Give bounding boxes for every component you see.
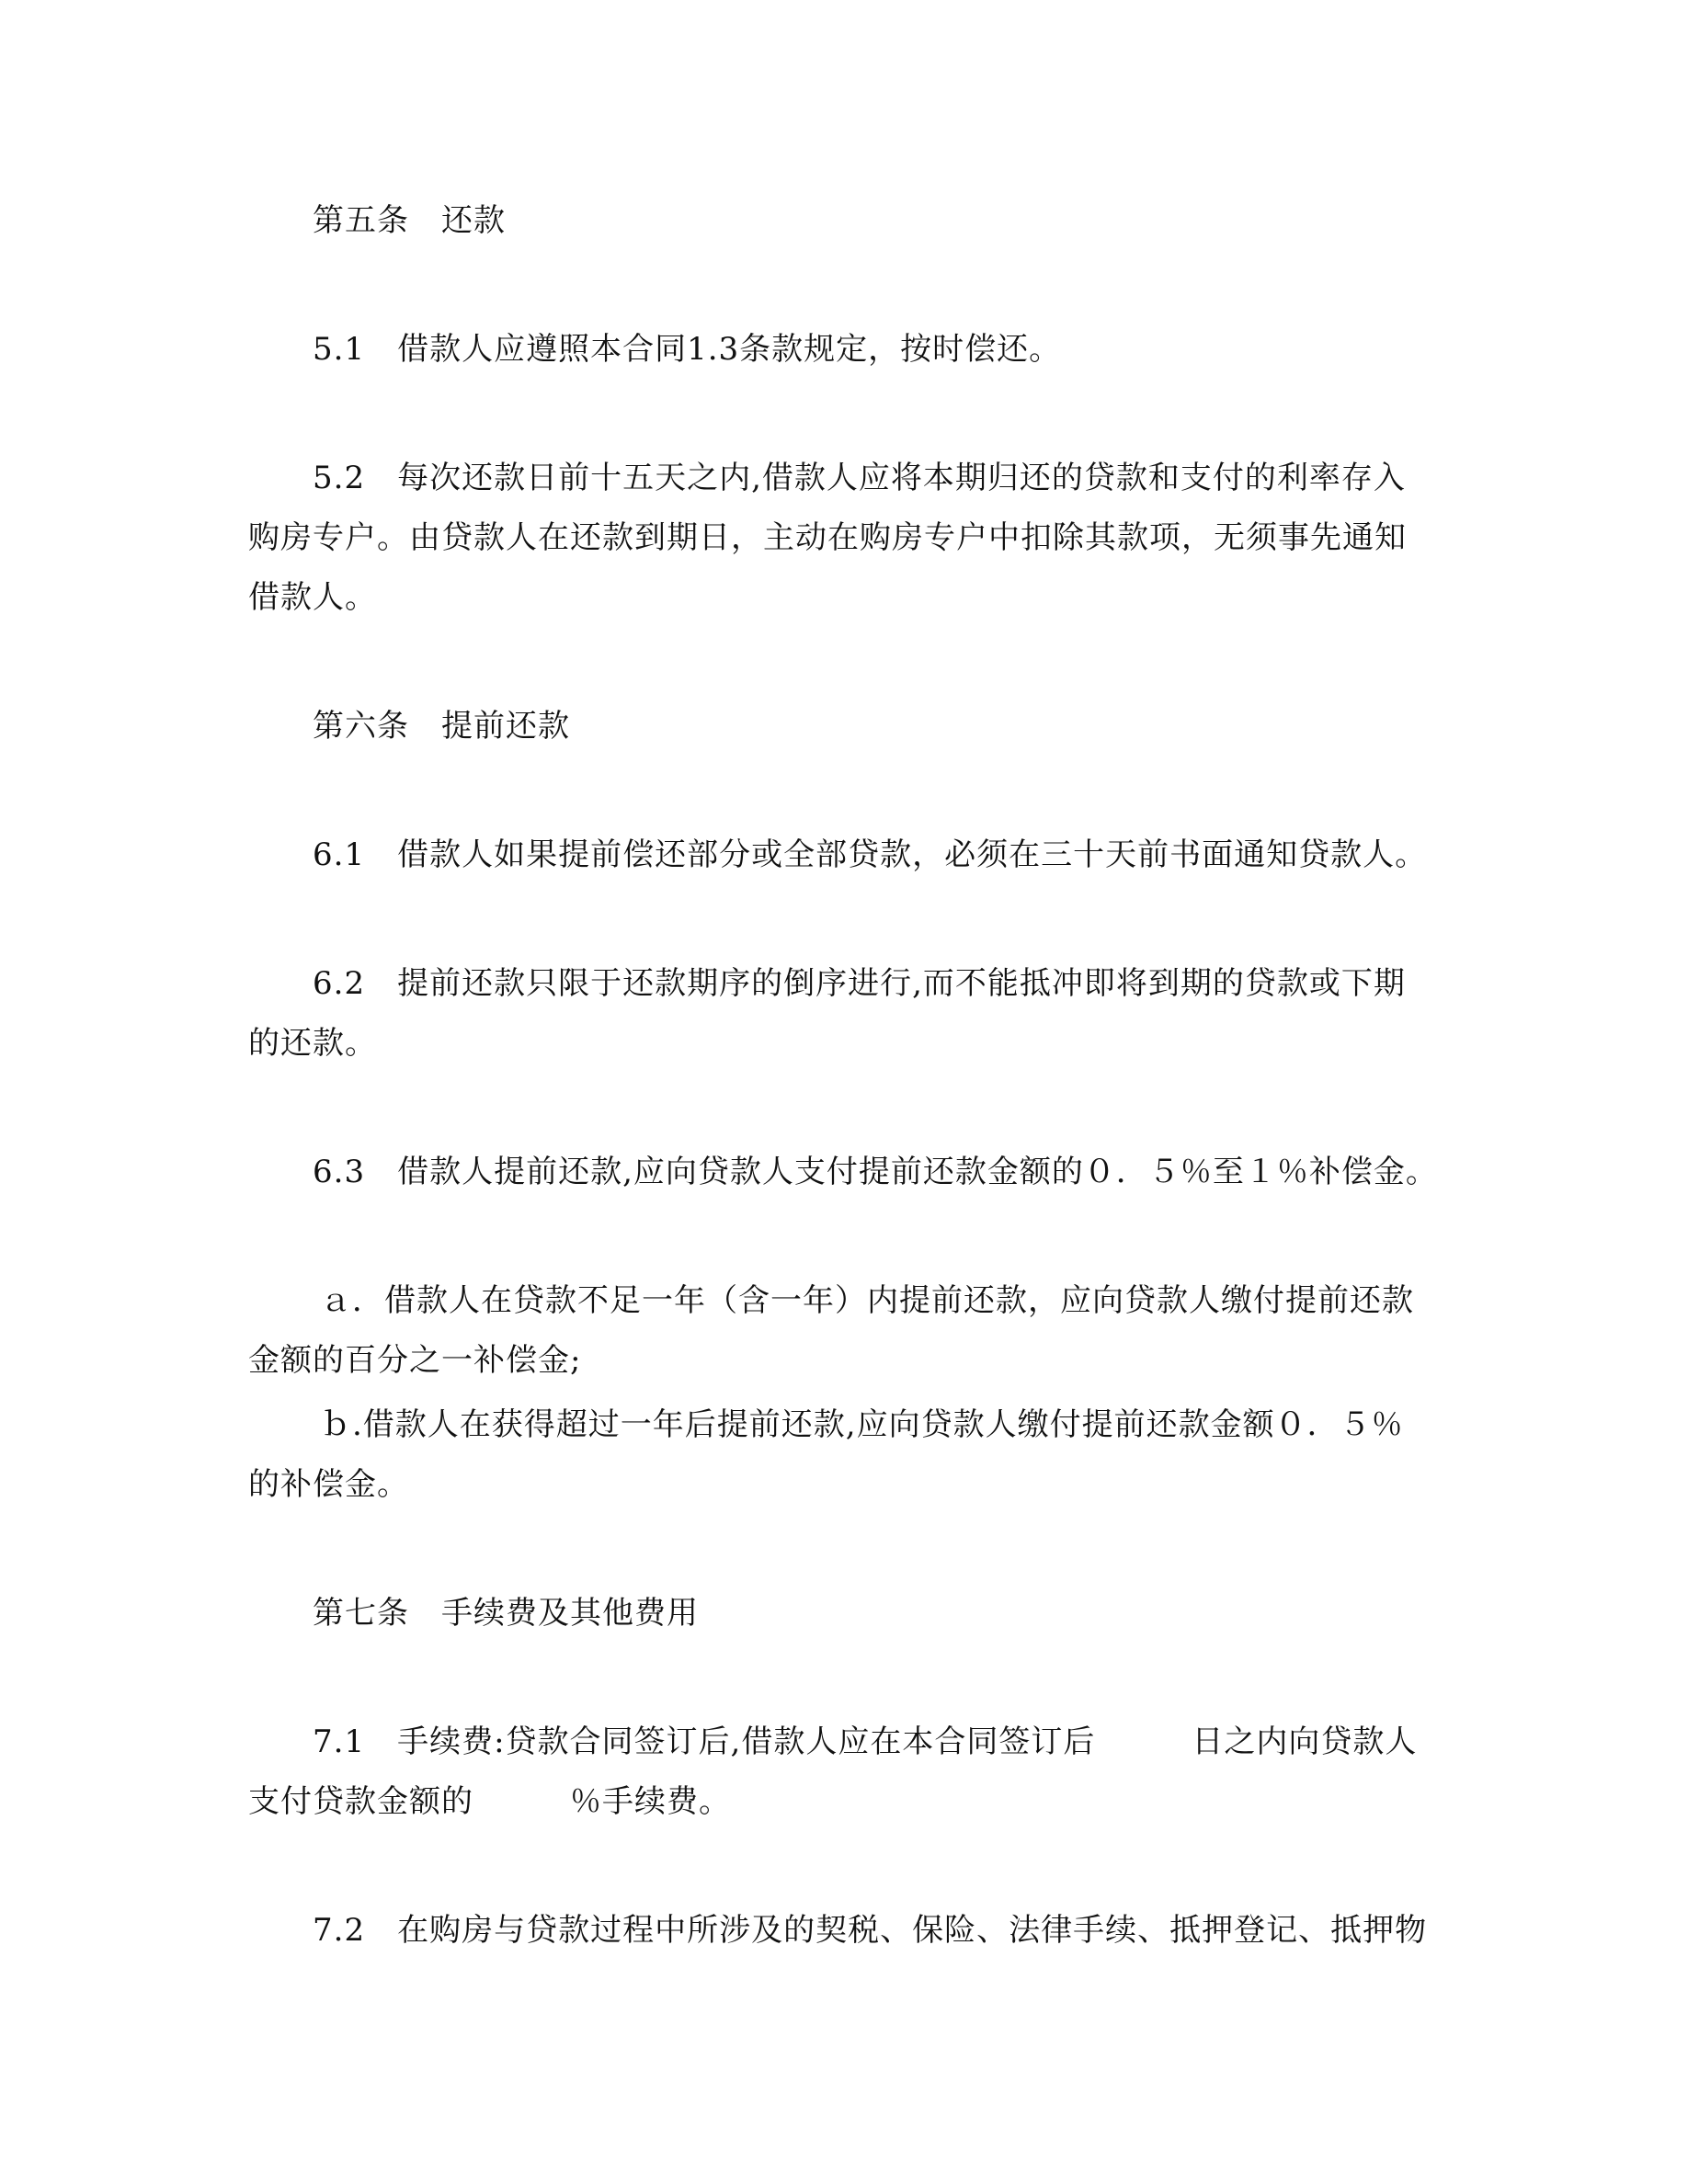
article-6-heading: 第六条 提前还款	[313, 708, 570, 745]
clause-5-2-line-1: 5.2 每次还款日前十五天之内,借款人应将本期归还的贷款和支付的利率存入	[313, 460, 1406, 496]
clause-7-2-line-1: 7.2 在购房与贷款过程中所涉及的契税、保险、法律手续、抵押登记、抵押物	[313, 1912, 1428, 1949]
clause-6-2-line-2: 的还款。	[248, 1025, 377, 1062]
clause-7-1-line-1: 7.1 手续费:贷款合同签订后,借款人应在本合同签订后 日之内向贷款人	[313, 1723, 1418, 1760]
clause-6-2-line-1: 6.2 提前还款只限于还款期序的倒序进行,而不能抵冲即将到期的贷款或下期	[313, 965, 1406, 1002]
clause-6-1: 6.1 借款人如果提前偿还部分或全部贷款，必须在三十天前书面通知贷款人。	[313, 836, 1428, 873]
clause-6-3-b-line-1: ｂ.借款人在获得超过一年后提前还款,应向贷款人缴付提前还款金额０．５％	[320, 1406, 1404, 1443]
clause-6-3-a-line-1: ａ．借款人在贷款不足一年（含一年）内提前还款，应向贷款人缴付提前还款	[320, 1282, 1414, 1319]
article-7-heading: 第七条 手续费及其他费用	[313, 1595, 699, 1632]
clause-5-2-line-2: 购房专户。由贷款人在还款到期日，主动在购房专户中扣除其款项，无须事先通知	[248, 519, 1407, 556]
clause-6-3-a-line-2: 金额的百分之一补偿金;	[248, 1342, 582, 1379]
clause-5-2-line-3: 借款人。	[248, 579, 377, 616]
clause-6-3: 6.3 借款人提前还款,应向贷款人支付提前还款金额的０．５％至１％补偿金。	[313, 1154, 1438, 1190]
clause-5-1: 5.1 借款人应遵照本合同1.3条款规定，按时偿还。	[313, 331, 1062, 368]
clause-7-1-line-2: 支付贷款金额的 ％手续费。	[248, 1783, 731, 1820]
article-5-heading: 第五条 还款	[313, 202, 506, 239]
clause-6-3-b-line-2: 的补偿金。	[248, 1466, 409, 1503]
